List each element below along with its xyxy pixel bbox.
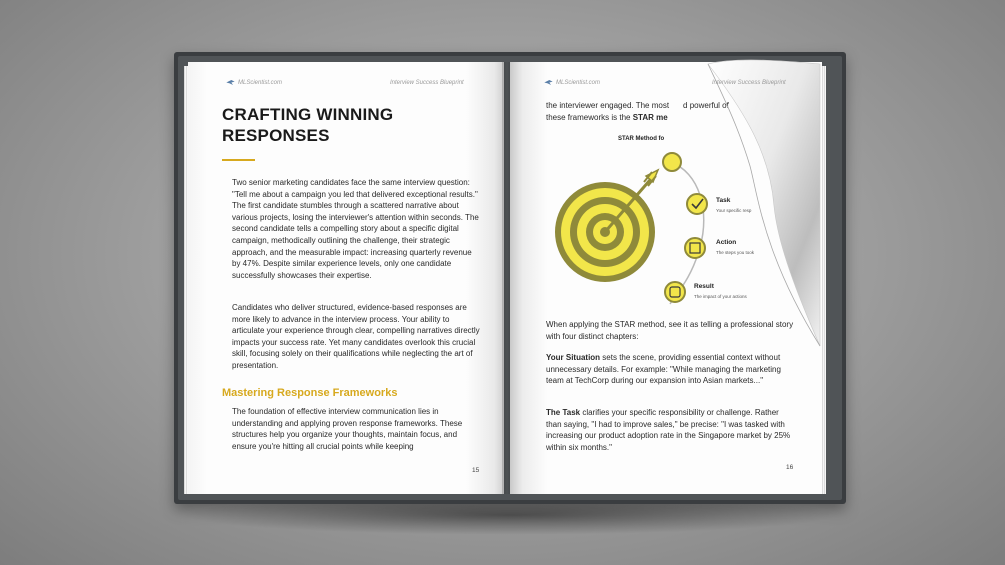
title-accent-bar: [222, 159, 255, 161]
section-heading: Mastering Response Frameworks: [222, 387, 398, 399]
right-intro-bold: STAR me: [632, 112, 668, 122]
task-label: Task: [716, 197, 731, 204]
page-curl: [678, 56, 848, 356]
page-title-line1: CRAFTING WINNING: [222, 105, 394, 124]
task-text: clarifies your specific responsibility or challenge. Rather than saying, "I had to improve sales," be precise: "I was tasked with increasing our product adoption rate in the Singapore market by 25% within six months.": [546, 408, 791, 452]
right-page-number: 16: [786, 464, 794, 471]
right-paragraph-1: When applying the STAR method, see it as telling a professional story with four distinct chapters:: [546, 320, 794, 341]
result-desc: The impact of your actions: [694, 294, 747, 299]
right-intro-text-c: these frameworks is the: [546, 112, 633, 122]
action-label: Action: [716, 239, 737, 246]
result-label: Result: [694, 283, 714, 290]
bird-logo-icon: [544, 80, 553, 85]
situation-text: sets the scene, providing essential context without unnecessary details. For example: "While managing the marketing team at TechCorp during our expansion into Asian markets...": [546, 353, 781, 386]
site-name: MLScientist.com: [556, 80, 601, 87]
right-paragraph-situation: [546, 352, 796, 387]
action-desc: The steps you took: [716, 250, 755, 255]
task-desc: Your specific resp: [716, 208, 752, 213]
right-paragraph-task: [546, 407, 796, 453]
page-title: [222, 104, 452, 146]
left-header-book: Interview Success Blueprint: [390, 80, 464, 86]
right-header-site: [544, 80, 600, 86]
left-header-site: [226, 80, 282, 86]
right-intro-text-a: the interviewer engaged. The most: [546, 101, 670, 110]
situation-bold: Your Situation: [546, 353, 601, 362]
left-page-number: 15: [472, 467, 480, 474]
star-diagram-title: STAR Method fo: [618, 136, 665, 142]
right-header-book: Interview Success Blueprint: [712, 80, 786, 86]
left-paragraph-1: Two senior marketing candidates face the same interview question: "Tell me about a campaign you led that delivered exceptional results." The first candidate stumbles through a scattered narrative about various projects, losing the interviewer's attention within seconds. The second candidate tells a compelling story about a specific digital campaign, methodically outlining the challenge, their strategic approach, and the measurable impact: increasing quarterly revenue by 47%. Despite similar experience levels, only one candidate successfully showcases their expertise.: [232, 178, 479, 280]
left-paragraph-3: The foundation of effective interview communication lies in understanding and applying proven response frameworks. These structures help you organize your thoughts, maintain focus, and ensure you're hitting all crucial points while keeping: [232, 407, 463, 451]
left-page: [188, 62, 504, 494]
page-title-line2: RESPONSES: [222, 126, 330, 145]
bird-logo-icon: [226, 80, 235, 85]
site-name: MLScientist.com: [238, 80, 283, 87]
left-paragraph-2: Candidates who deliver structured, evidence-based responses are more likely to advance in the interview process. Your ability to articulate your experience through clear, compelling narratives directly impacts your success rate. Yet many candidates overlook this crucial skill, focusing solely on their qualifications while neglecting the art of presentation.: [232, 303, 480, 370]
right-intro-text-b: d powerful of: [683, 101, 729, 110]
task-bold: The Task: [546, 408, 581, 417]
